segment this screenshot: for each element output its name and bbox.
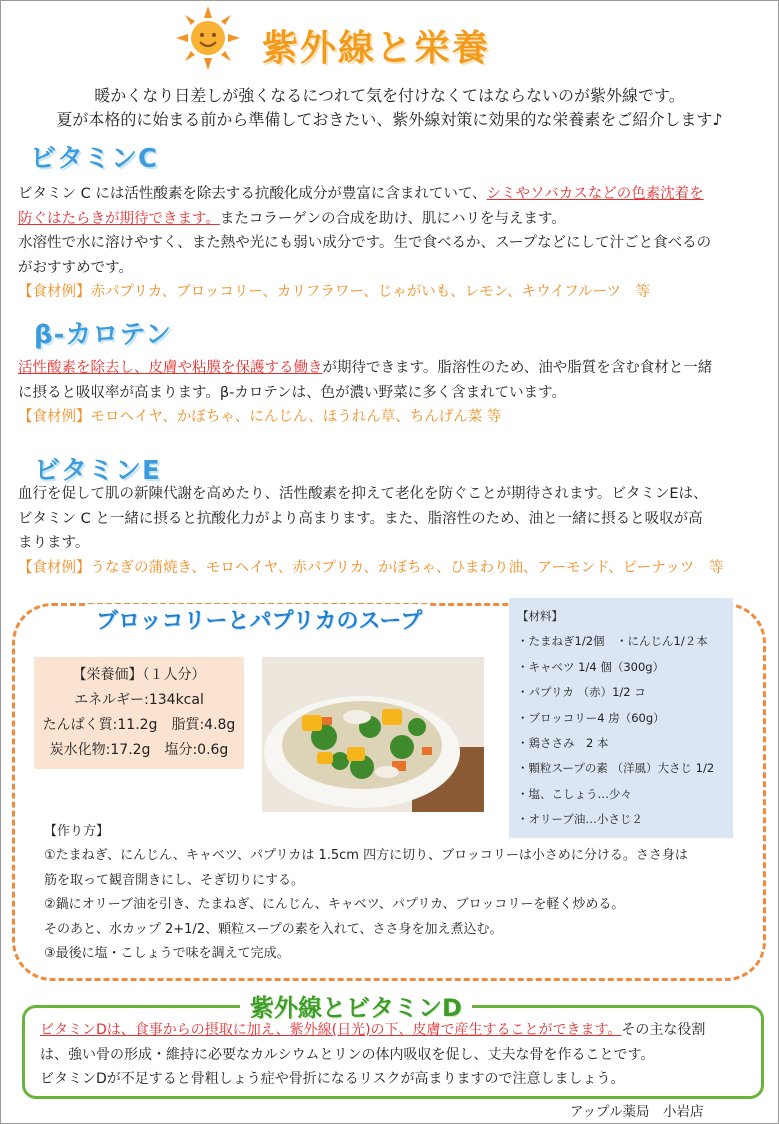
material-item: ・顆粒スープの素 （洋風）大さじ 1/2 xyxy=(517,761,715,776)
vitamin-d-title: 紫外線とビタミンD xyxy=(240,988,472,1023)
method-line: ③最後に塩・こしょうで味を調えて完成。 xyxy=(44,946,290,962)
vitamin-d-text: ビタミンDは、食事からの摂取に加え、紫外線(日光)の下、皮膚で産生することができます。その主な役割 は、強い骨の形成・維持に必要なカルシウムとリンの体内吸収を促し、丈夫な骨を作ることです。 ビタミンDが不足すると骨粗しょう症や骨折になるリスクが高まりますので注意しましょう。 xyxy=(40,1022,706,1087)
foods-vitamin-c: 【食材例】赤パプリカ、ブロッコリー、カリフラワー、じゃがいも、レモン、キウイフルーツ 等 xyxy=(18,284,651,300)
foods-vitamin-e: 【食材例】うなぎの蒲焼き、モロヘイヤ、赤パプリカ、かぼちゃ、ひまわり油、アーモンド、ピーナッツ 等 xyxy=(18,559,724,576)
section-vitamin-e-text: 血行を促して肌の新陳代謝を高めたり、活性酸素を抑えて老化を防ぐことが期待されます。ビタミンEは、 ビタミン C と一緒に摂ると抗酸化力がより高まります。また、脂溶性のため、油と一緒に摂ると吸収が高 まります。 【食材例】うなぎの蒲焼き、モロヘイヤ、赤パプリカ、かぼちゃ、ひまわり油、アーモンド、ピーナッツ 等 xyxy=(18,482,760,580)
heading-vitamin-e: ビタミンE xyxy=(34,456,161,486)
intro-line-2: 夏が本格的に始まる前から準備しておきたい、紫外線対策に効果的な栄養素をご紹介します♪ xyxy=(56,110,723,129)
materials-box xyxy=(509,598,733,838)
materials-title: 【材料】 xyxy=(517,609,563,623)
recipe-title: ブロッコリーとパプリカのスープ xyxy=(88,604,430,635)
heading-vitamin-c: ビタミンC xyxy=(30,144,159,174)
material-item: ・パプリカ （赤）1/2 コ xyxy=(517,685,646,700)
intro-line-1: 暖かくなり日差しが強くなるにつれて気を付けなくてはならないのが紫外線です。 xyxy=(94,86,685,105)
section-vitamin-c-text: ビタミン C には活性酸素を除去する抗酸化成分が豊富に含まれていて、シミやソバカスなどの色素沈着を 防ぐはたらきが期待できます。またコラーゲンの合成を助け、肌にハリを与えます。 水溶性で水に溶けやすく、また熱や光にも弱い成分です。生で食べるか、スープなどにして汁ごと食べるの がおすすめです。 【食材例】赤パプリカ、ブロッコリー、カリフラワー、じゃがいも、レモン、キウイフルーツ 等 xyxy=(18,182,760,305)
pharmacy-name: アップル薬局 小岩店 xyxy=(570,1104,704,1120)
method-steps xyxy=(44,820,744,966)
method-title: 【作り方】 xyxy=(44,824,110,839)
soup-bowl-photo xyxy=(262,657,484,812)
method-line: ②鍋にオリーブ油を引き、たまねぎ、にんじん、キャベツ、パプリカ、ブロッコリーを軽く炒める。 xyxy=(44,897,625,913)
section-beta-carotene-text: 活性酸素を除去し、皮膚や粘膜を保護する働きが期待できます。脂溶性のため、油や脂質を含む食材と一緒 に摂ると吸収率が高まります。β-カロテンは、色が濃い野菜に多く含まれています。 【食材例】モロヘイヤ、かぼちゃ、にんじん、ほうれん草、ちんげん菜 等 xyxy=(18,356,760,430)
material-item: ・たまねぎ1/2個 ・にんじん1/２本 xyxy=(517,634,708,649)
method-line: ①たまねぎ、にんじん、キャベツ、パプリカは 1.5cm 四方に切り、ブロッコリーは小さめに分ける。ささ身は xyxy=(44,848,688,864)
material-item: ・鶏ささみ 2 本 xyxy=(517,736,609,751)
foods-beta-carotene: 【食材例】モロヘイヤ、かぼちゃ、にんじん、ほうれん草、ちんげん菜 等 xyxy=(18,409,502,425)
material-item: ・塩、こしょう…少々 xyxy=(517,786,632,801)
method-line: 筋を取って観音開きにし、そぎ切りにする。 xyxy=(44,872,305,888)
material-item: ・キャベツ 1/4 個（300g） xyxy=(517,659,665,674)
method-line: そのあと、水カップ 2+1/2、顆粒スープの素を入れて、ささ身を加え煮込む。 xyxy=(44,921,503,937)
heading-beta-carotene: β-カロテン xyxy=(34,320,173,350)
material-item: ・オリーブ油…小さじ２ xyxy=(517,812,643,827)
nutrition-box: 【栄養価】（１人分） エネルギー:134kcal たんぱく質:11.2g 脂質:4.8g 炭水化物:17.2g 塩分:0.6g xyxy=(34,657,244,769)
material-item: ・ブロッコリー4 房（60g） xyxy=(517,710,665,725)
sun-icon xyxy=(176,6,240,70)
page-title: 紫外線と栄養 xyxy=(262,28,491,69)
